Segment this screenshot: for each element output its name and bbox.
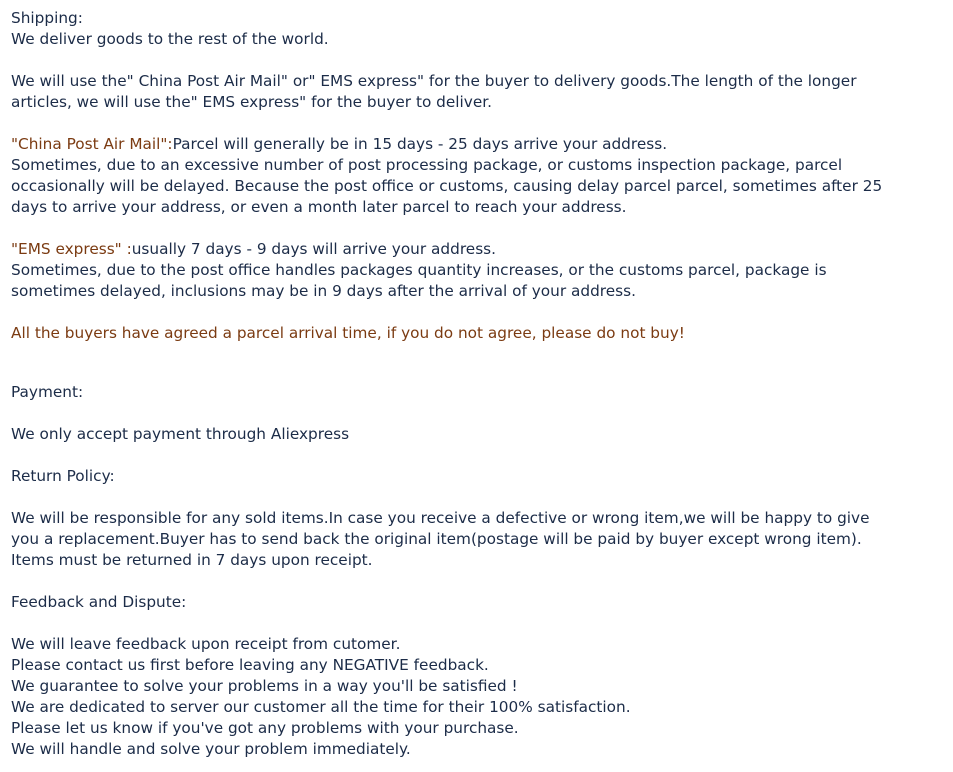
feedback-line: We will handle and solve your problem immediately. <box>11 740 411 758</box>
ems-delay-line-2: sometimes delayed, inclusions may be in 9 days after the arrival of your address. <box>11 282 636 300</box>
ems-label: "EMS express" : <box>11 240 132 258</box>
feedback-line: We guarantee to solve your problems in a way you'll be satisfied ! <box>11 677 518 695</box>
policy-document <box>11 8 946 760</box>
china-post-delay-line-3: days to arrive your address, or even a month later parcel to reach your address. <box>11 198 627 216</box>
shipping-section <box>11 8 946 344</box>
china-post-delay-line-2: occasionally will be delayed. Because the post office or customs, causing delay parcel parcel, sometimes after 25 <box>11 177 883 195</box>
feedback-line: We are dedicated to server our customer all the time for their 100% satisfaction. <box>11 698 631 716</box>
china-post-delay-line-1: Sometimes, due to an excessive number of post processing package, or customs inspection package, parcel <box>11 156 843 174</box>
ems-time-text: usually 7 days - 9 days will arrive your address. <box>131 240 496 258</box>
shipping-method-line-1: We will use the" China Post Air Mail" or" EMS express" for the buyer to delivery goods.The length of the longer <box>11 72 857 90</box>
feedback-heading: Feedback and Dispute: <box>11 593 187 611</box>
return-policy-heading: Return Policy: <box>11 467 115 485</box>
return-policy-section <box>11 466 946 571</box>
return-policy-line-1: We will be responsible for any sold items.In case you receive a defective or wrong item,we will be happy to give <box>11 509 870 527</box>
feedback-line: Please contact us first before leaving any NEGATIVE feedback. <box>11 656 489 674</box>
ems-delay-line-1: Sometimes, due to the post office handles packages quantity increases, or the customs parcel, package is <box>11 261 827 279</box>
ems-time <box>11 239 946 260</box>
shipping-intro: We deliver goods to the rest of the world. <box>11 30 329 48</box>
feedback-section <box>11 592 946 760</box>
return-policy-line-2: you a replacement.Buyer has to send back the original item(postage will be paid by buyer except wrong item). <box>11 530 862 548</box>
payment-heading: Payment: <box>11 383 84 401</box>
china-post-label: "China Post Air Mail": <box>11 135 173 153</box>
shipping-heading: Shipping: <box>11 9 83 27</box>
feedback-line: Please let us know if you've got any problems with your purchase. <box>11 719 519 737</box>
return-policy-line-3: Items must be returned in 7 days upon receipt. <box>11 551 373 569</box>
arrival-time-warning: All the buyers have agreed a parcel arrival time, if you do not agree, please do not buy! <box>11 324 685 342</box>
china-post-time-text: Parcel will generally be in 15 days - 25 days arrive your address. <box>172 135 668 153</box>
feedback-line: We will leave feedback upon receipt from cutomer. <box>11 635 401 653</box>
shipping-method-line-2: articles, we will use the" EMS express" for the buyer to deliver. <box>11 93 492 111</box>
china-post-time <box>11 134 946 155</box>
payment-text: We only accept payment through Aliexpress <box>11 425 350 443</box>
payment-section <box>11 382 946 445</box>
